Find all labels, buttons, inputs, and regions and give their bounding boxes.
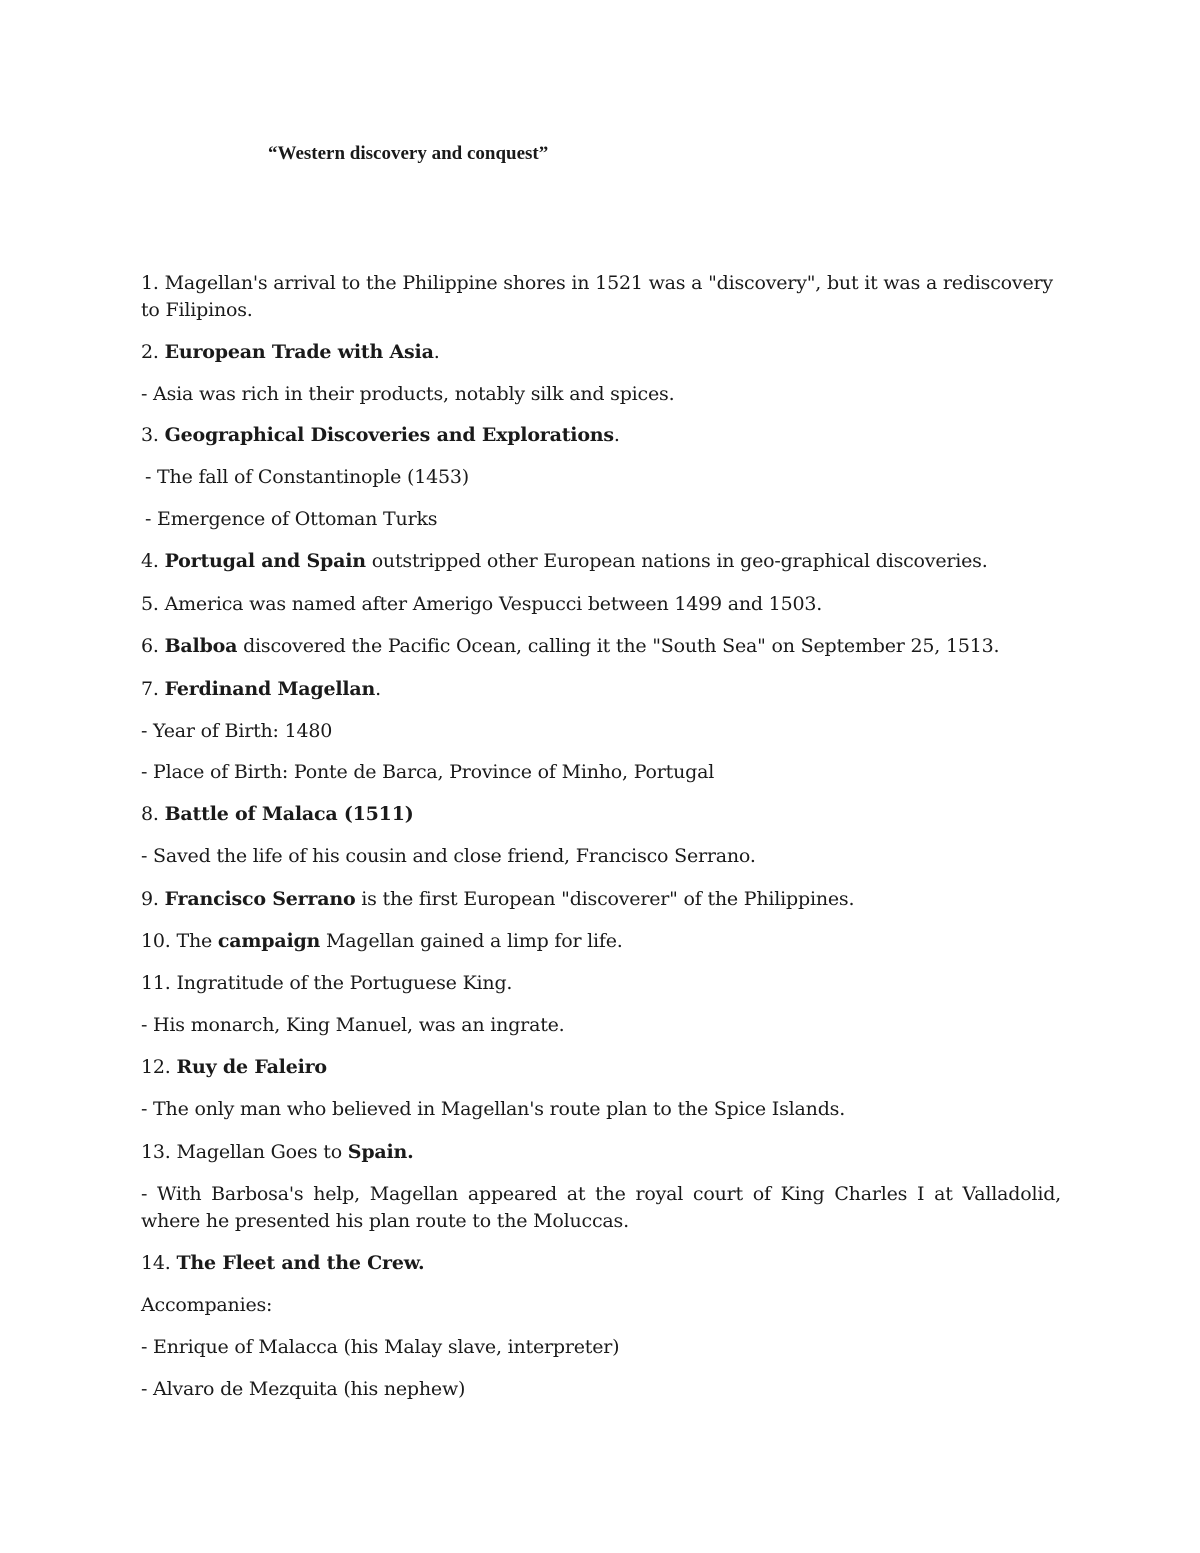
list-item: 7. Ferdinand Magellan. — [141, 678, 381, 700]
list-item: 13. Magellan Goes to Spain. — [141, 1141, 414, 1163]
list-item: 4. Portugal and Spain outstripped other European nations in geo-graphical discoveries. — [141, 550, 988, 572]
list-item: Accompanies: — [141, 1294, 273, 1316]
list-item: - His monarch, King Manuel, was an ingrate. — [141, 1014, 565, 1036]
list-item: - With Barbosa's help, Magellan appeared at the royal court of King Charles I at Valladolid, where he presented his plan route to the Moluccas. — [141, 1183, 1061, 1232]
list-item: 2. European Trade with Asia. — [141, 341, 440, 363]
list-item: 9. Francisco Serrano is the first European "discoverer" of the Philippines. — [141, 888, 855, 910]
list-item: 6. Balboa discovered the Pacific Ocean, calling it the "South Sea" on September 25, 1513. — [141, 635, 1000, 657]
list-item: 12. Ruy de Faleiro — [141, 1056, 327, 1078]
list-item: 5. America was named after Amerigo Vespucci between 1499 and 1503. — [141, 593, 823, 615]
list-item: - Year of Birth: 1480 — [141, 720, 333, 742]
list-item: 1. Magellan's arrival to the Philippine shores in 1521 was a "discovery", but it was a rediscovery to Filipinos. — [141, 272, 1053, 321]
list-item: 3. Geographical Discoveries and Explorations. — [141, 424, 620, 446]
list-item: 14. The Fleet and the Crew. — [141, 1252, 425, 1274]
list-item: - Saved the life of his cousin and close friend, Francisco Serrano. — [141, 845, 756, 867]
list-item: - Place of Birth: Ponte de Barca, Province of Minho, Portugal — [141, 761, 715, 783]
list-item: - Enrique of Malacca (his Malay slave, interpreter) — [141, 1336, 620, 1358]
list-item: - The fall of Constantinople (1453) — [145, 466, 469, 488]
list-item: 10. The campaign Magellan gained a limp for life. — [141, 930, 623, 952]
list-item: - The only man who believed in Magellan's route plan to the Spice Islands. — [141, 1098, 846, 1120]
list-item: - Alvaro de Mezquita (his nephew) — [141, 1378, 466, 1400]
list-item: - Emergence of Ottoman Turks — [145, 508, 438, 530]
list-item: - Asia was rich in their products, notably silk and spices. — [141, 383, 675, 405]
list-item: 8. Battle of Malaca (1511) — [141, 803, 414, 825]
document-title: “Western discovery and conquest” — [268, 143, 549, 164]
list-item: 11. Ingratitude of the Portuguese King. — [141, 972, 513, 994]
